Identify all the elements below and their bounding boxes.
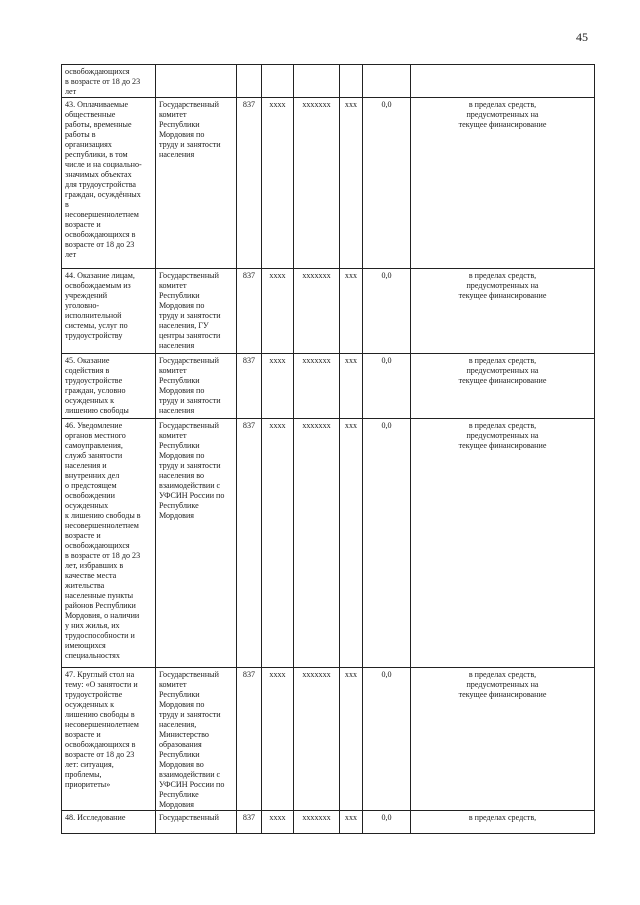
activity-cell-line: возрасте от 18 до 23 (65, 240, 135, 249)
executor-cell-line: Мордовия (159, 511, 195, 520)
activity-cell (62, 668, 156, 811)
activity-cell-line: населенные пункты (65, 591, 134, 600)
activity-cell-line: проблемы, (65, 770, 102, 779)
executor-cell-line: Мордовия во (159, 760, 204, 769)
financing-cell-line: в пределах средств, (468, 271, 537, 280)
executor-cell-line: Республики (159, 441, 200, 450)
activity-cell-line: организациях (65, 140, 112, 149)
activity-cell-line: возрасте и (65, 220, 101, 229)
table-row (62, 668, 595, 811)
executor-cell (156, 65, 237, 98)
activity-cell-line: трудоустройству (65, 331, 123, 340)
executor-cell-line: труду и занятости (159, 461, 221, 470)
executor-cell (156, 811, 237, 834)
financing-cell-line: предусмотренных на (466, 366, 539, 375)
executor-cell-line: Мордовия по (159, 700, 205, 709)
target-article-cell: ххххххх (294, 269, 340, 354)
target-article-cell: ххххххх (294, 98, 340, 269)
activity-cell-line: лет (65, 250, 77, 259)
executor-cell (156, 269, 237, 354)
executor-cell-line: труду и занятости (159, 396, 221, 405)
activity-cell-line: содействия в (65, 366, 110, 375)
executor-cell-line: Мордовия по (159, 130, 205, 139)
executor-cell-line: взаимодействии с (159, 481, 221, 490)
activity-cell-line: несовершеннолетнем (65, 210, 139, 219)
executor-cell-line: населения (159, 150, 195, 159)
section-code-cell: хххх (262, 668, 294, 811)
activity-cell-line: освобождаемым из (65, 281, 131, 290)
section-code-cell: хххх (262, 354, 294, 419)
target-article-cell: ххххххх (294, 354, 340, 419)
activity-cell-line: лет (65, 87, 77, 96)
activity-cell-line: жительства (65, 581, 105, 590)
activity-cell-line: учреждений (65, 291, 108, 300)
activity-cell-line: граждан, условно (65, 386, 126, 395)
budget-code-cell: 837 (237, 269, 262, 354)
expense-type-cell: ххх (340, 269, 363, 354)
activity-cell-line: республики, в том (65, 150, 128, 159)
expense-type-cell: ххх (340, 354, 363, 419)
financing-cell-line: текущее финансирование (458, 441, 547, 450)
table-row (62, 419, 595, 668)
budget-code-cell: 837 (237, 354, 262, 419)
activities-table (61, 64, 595, 834)
table-row (62, 811, 595, 834)
executor-cell-line: Государственный (159, 813, 219, 822)
financing-cell (411, 269, 595, 354)
activity-cell-line: служб занятости (65, 451, 123, 460)
financing-cell-line: текущее финансирование (458, 690, 547, 699)
executor-cell-line: Республики (159, 120, 200, 129)
section-code-cell: хххх (262, 811, 294, 834)
executor-cell-line: комитет (159, 680, 187, 689)
activity-cell-line: населения и (65, 461, 107, 470)
executor-cell-line: образования (159, 740, 202, 749)
executor-cell (156, 98, 237, 269)
activity-cell-line: специальностях (65, 651, 120, 660)
activity-cell-line: граждан, осуждённых (65, 190, 141, 199)
activity-cell-line: освобождающихся в (65, 230, 136, 239)
executor-cell (156, 419, 237, 668)
financing-cell-line: текущее финансирование (458, 291, 547, 300)
executor-cell-line: труду и занятости (159, 710, 221, 719)
table-row (62, 98, 595, 269)
executor-cell-line: труду и занятости (159, 311, 221, 320)
activity-cell (62, 269, 156, 354)
budget-code-cell: 837 (237, 419, 262, 668)
financing-cell-line: предусмотренных на (466, 110, 539, 119)
activity-cell-line: возрасте и (65, 730, 101, 739)
executor-cell-line: Мордовия по (159, 451, 205, 460)
activity-cell (62, 65, 156, 98)
activity-cell-line: органов местного (65, 431, 126, 440)
budget-code-cell: 837 (237, 98, 262, 269)
activity-cell-line: возрасте и (65, 531, 101, 540)
executor-cell-line: Республики (159, 750, 200, 759)
activity-cell-line: Мордовия, о наличии (65, 611, 140, 620)
executor-cell-line: УФСИН России по (159, 780, 225, 789)
expense-type-cell: ххх (340, 668, 363, 811)
executor-cell (156, 668, 237, 811)
executor-cell-line: УФСИН России по (159, 491, 225, 500)
executor-cell-line: Мордовия по (159, 301, 205, 310)
amount-cell: 0,0 (363, 354, 411, 419)
executor-cell-line: Государственный (159, 421, 219, 430)
executor-cell-line: Министерство (159, 730, 209, 739)
activity-cell-line: лишению свободы в (65, 710, 135, 719)
activity-cell-line: лишению свободы (65, 406, 129, 415)
financing-cell (411, 65, 595, 98)
activity-cell-line: 43. Оплачиваемые (65, 100, 129, 109)
activity-cell-line: освобождающихся (65, 541, 130, 550)
expense-type-cell: ххх (340, 419, 363, 668)
expense-type-cell (340, 65, 363, 98)
financing-cell (411, 354, 595, 419)
expense-type-cell: ххх (340, 98, 363, 269)
executor-cell-line: Государственный (159, 271, 219, 280)
activity-cell (62, 354, 156, 419)
activity-cell-line: уголовно- (65, 301, 100, 310)
activity-cell-line: районов Республики (65, 601, 136, 610)
activity-cell-line: осужденных к (65, 396, 115, 405)
target-article-cell: ххххххх (294, 668, 340, 811)
budget-code-cell (237, 65, 262, 98)
executor-cell-line: труду и занятости (159, 140, 221, 149)
executor-cell-line: Республике (159, 790, 199, 799)
activity-cell-line: 47. Круглый стол на (65, 670, 135, 679)
activity-cell-line: освобождающихся в (65, 740, 136, 749)
executor-cell-line: населения во (159, 471, 205, 480)
executor-cell-line: населения (159, 406, 195, 415)
activity-cell-line: возрасте от 18 до 23 (65, 750, 135, 759)
activity-cell-line: несовершеннолетнем (65, 720, 139, 729)
executor-cell-line: Мордовия по (159, 386, 205, 395)
executor-cell-line: комитет (159, 431, 187, 440)
activity-cell (62, 98, 156, 269)
financing-cell-line: предусмотренных на (466, 431, 539, 440)
executor-cell-line: Республике (159, 501, 199, 510)
amount-cell: 0,0 (363, 811, 411, 834)
activity-cell-line: несовершеннолетнем (65, 521, 139, 530)
activity-cell-line: осужденных (65, 501, 109, 510)
target-article-cell: ххххххх (294, 419, 340, 668)
activity-cell-line: 44. Оказание лицам, (65, 271, 135, 280)
activity-cell-line: трудоспособности и (65, 631, 135, 640)
expense-type-cell: ххх (340, 811, 363, 834)
executor-cell-line: Государственный (159, 356, 219, 365)
activity-cell-line: качестве места (65, 571, 117, 580)
executor-cell-line: Республики (159, 376, 200, 385)
activity-cell-line: лет, избравших в (65, 561, 124, 570)
financing-cell-line: в пределах средств, (468, 356, 537, 365)
budget-code-cell: 837 (237, 668, 262, 811)
activity-cell-line: в возрасте от 18 до 23 (65, 551, 141, 560)
table-row (62, 269, 595, 354)
activity-cell-line: работы, временные (65, 120, 132, 129)
executor-cell-line: взаимодействии с (159, 770, 221, 779)
amount-cell (363, 65, 411, 98)
financing-cell (411, 668, 595, 811)
financing-cell-line: предусмотренных на (466, 680, 539, 689)
page-number: 45 (576, 30, 588, 44)
activity-cell-line: имеющихся (65, 641, 106, 650)
executor-cell-line: комитет (159, 281, 187, 290)
budget-code-cell: 837 (237, 811, 262, 834)
activity-cell-line: у них жилья, их (65, 621, 120, 630)
target-article-cell (294, 65, 340, 98)
financing-cell-line: в пределах средств, (468, 421, 537, 430)
activity-cell-line: приоритеты» (65, 780, 111, 789)
executor-cell-line: населения, ГУ (159, 321, 209, 330)
activity-cell-line: о предстоящем (65, 481, 117, 490)
executor-cell-line: Мордовия (159, 800, 195, 809)
activity-cell-line: самоуправления, (65, 441, 123, 450)
financing-cell-line: в пределах средств, (468, 813, 537, 822)
activity-cell-line: общественные (65, 110, 116, 119)
amount-cell: 0,0 (363, 419, 411, 668)
activity-cell-line: к лишению свободы в (65, 511, 141, 520)
activity-cell-line: работы в (65, 130, 96, 139)
activity-cell-line: в возрасте от 18 до 23 (65, 77, 141, 86)
section-code-cell (262, 65, 294, 98)
activity-cell-line: внутренних дел (65, 471, 120, 480)
activity-cell-line: 46. Уведомление (65, 421, 123, 430)
table-row (62, 65, 595, 98)
activity-cell-line: освобождающихся (65, 67, 130, 76)
financing-cell (411, 98, 595, 269)
amount-cell: 0,0 (363, 98, 411, 269)
amount-cell: 0,0 (363, 269, 411, 354)
executor-cell-line: комитет (159, 366, 187, 375)
financing-cell (411, 811, 595, 834)
section-code-cell: хххх (262, 269, 294, 354)
activity-cell-line: в (65, 200, 69, 209)
section-code-cell: хххх (262, 98, 294, 269)
executor-cell-line: Государственный (159, 670, 219, 679)
activity-cell-line: трудоустройстве (65, 690, 123, 699)
activity-cell-line: исполнительной (65, 311, 122, 320)
financing-cell (411, 419, 595, 668)
activity-cell-line: осужденных к (65, 700, 115, 709)
target-article-cell: ххххххх (294, 811, 340, 834)
activity-cell-line: для трудоустройства (65, 180, 137, 189)
activity-cell (62, 811, 156, 834)
activity-cell-line: 48. Исследование (65, 813, 126, 822)
activity-cell-line: системы, услуг по (65, 321, 128, 330)
activity-cell-line: значимых объектах (65, 170, 132, 179)
executor-cell-line: Государственный (159, 100, 219, 109)
executor-cell (156, 354, 237, 419)
section-code-cell: хххх (262, 419, 294, 668)
activity-cell-line: числе и на социально- (65, 160, 142, 169)
executor-cell-line: центры занятости (159, 331, 221, 340)
activity-cell-line: освобождении (65, 491, 115, 500)
activity-cell (62, 419, 156, 668)
amount-cell: 0,0 (363, 668, 411, 811)
financing-cell-line: текущее финансирование (458, 376, 547, 385)
executor-cell-line: населения (159, 341, 195, 350)
table-row (62, 354, 595, 419)
financing-cell-line: в пределах средств, (468, 670, 537, 679)
activity-cell-line: тему: «О занятости и (65, 680, 138, 689)
executor-cell-line: населения, (159, 720, 197, 729)
executor-cell-line: Республики (159, 690, 200, 699)
financing-cell-line: текущее финансирование (458, 120, 547, 129)
activity-cell-line: трудоустройстве (65, 376, 123, 385)
executor-cell-line: Республики (159, 291, 200, 300)
financing-cell-line: в пределах средств, (468, 100, 537, 109)
activity-cell-line: лет: ситуация, (65, 760, 114, 769)
activity-cell-line: 45. Оказание (65, 356, 110, 365)
financing-cell-line: предусмотренных на (466, 281, 539, 290)
executor-cell-line: комитет (159, 110, 187, 119)
